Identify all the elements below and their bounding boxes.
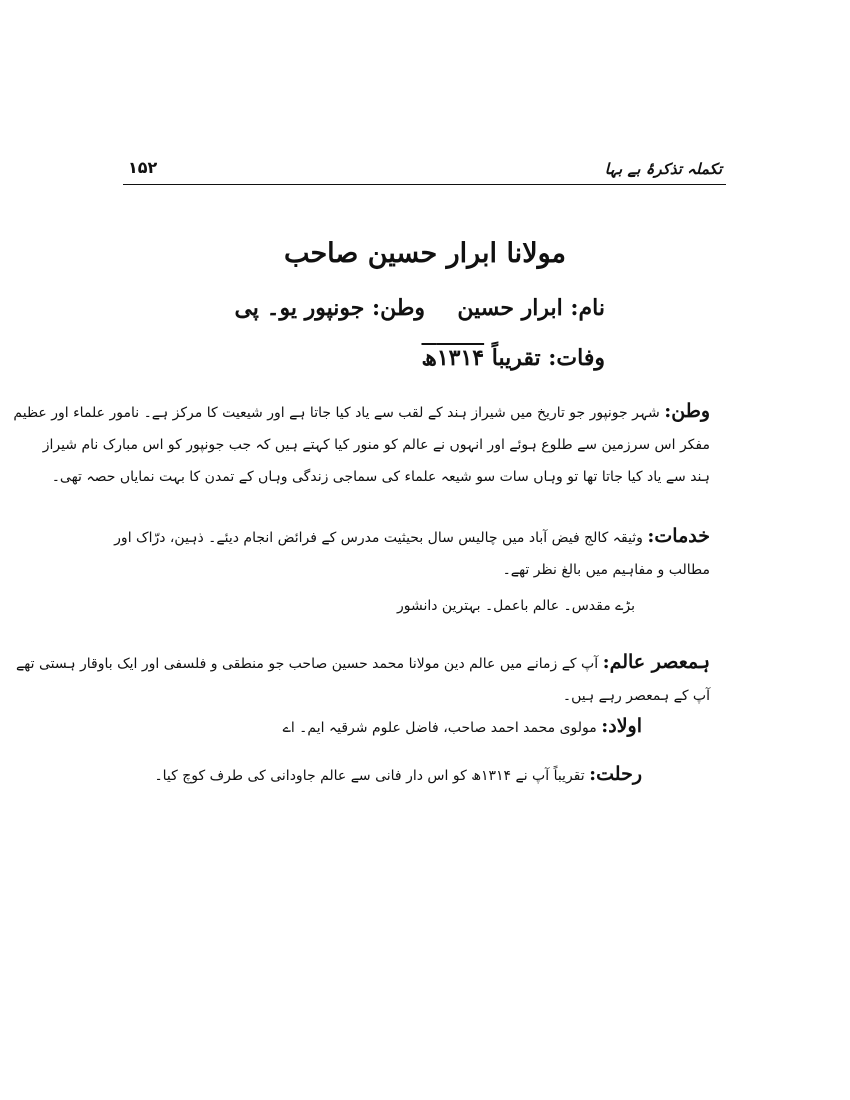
section-watan [13, 395, 710, 493]
section-khidmat [114, 520, 710, 586]
watan-line-2: مفکر اس سرزمین سے طلوع ہوئے اور انہوں نے عالم کو منور کیا کہتے ہیں کہ جب جونپور کو اس مبارک نام شیراز [42, 437, 710, 453]
page-number: ۱۵۲ [128, 158, 158, 177]
running-header-title: تکملہ تذکرۂ بے بہا [604, 160, 722, 178]
hamasr-line-1: آپ کے زمانے میں عالم دین مولانا محمد حسین صاحب جو منطقی و فلسفی اور ایک باوقار ہستی تھے [15, 656, 599, 672]
death-label: وفات: تقریباً [491, 345, 605, 371]
khidmat-line-2: مطالب و مفاہیم میں بالغ نظر تھے۔ [502, 562, 710, 578]
section-label-rehlat: رحلت: [589, 763, 642, 785]
header-divider [123, 184, 726, 185]
section-label-watan: وطن: [664, 400, 710, 422]
section-label-aulad: اولاد: [601, 715, 642, 737]
homeland-field: وطن: جونپور یو۔ پی [234, 295, 425, 321]
death-year: ۱۳۱۴ھ [421, 345, 485, 371]
titles-line [300, 590, 635, 622]
watan-line-1: شہر جونپور جو تاریخ میں شیراز ہند کے لقب سے یاد کیا جاتا ہے اور شیعیت کا مرکز ہے۔ نامور علماء اور عظیم [13, 405, 660, 421]
death-field [421, 345, 605, 371]
aulad-text: مولوی محمد احمد صاحب، فاضل علوم شرقیہ ایم۔ اے [282, 720, 597, 736]
section-label-khidmat: خدمات: [647, 525, 710, 547]
rehlat-text: تقریباً آپ نے ۱۳۱۴ھ کو اس دار فانی سے عالم جاودانی کی طرف کوچ کیا۔ [154, 768, 585, 784]
page-title: مولانا ابرار حسین صاحب [283, 238, 567, 269]
section-hamasr [15, 646, 710, 712]
section-rehlat [154, 758, 642, 792]
titles-text: بڑے مقدس۔ عالم باعمل۔ بہترین دانشور [396, 598, 635, 614]
watan-line-3: ہند سے یاد کیا جاتا تھا تو وہاں سات سو شیعہ علماء کی سماجی زندگی وہاں کے تمدن کا بہت نمایاں حصہ تھی۔ [51, 469, 710, 485]
section-aulad [200, 710, 642, 744]
khidmat-line-1: وثیقہ کالج فیض آباد میں چالیس سال بحیثیت مدرس کے فرائض انجام دیئے۔ ذہین، درّاک اور [114, 530, 643, 546]
meta-row [0, 295, 850, 335]
hamasr-line-2: آپ کے ہمعصر رہے ہیں۔ [562, 688, 710, 704]
name-field: نام: ابرار حسین [457, 295, 605, 321]
section-label-hamasr: ہمعصر عالم: [602, 651, 710, 673]
